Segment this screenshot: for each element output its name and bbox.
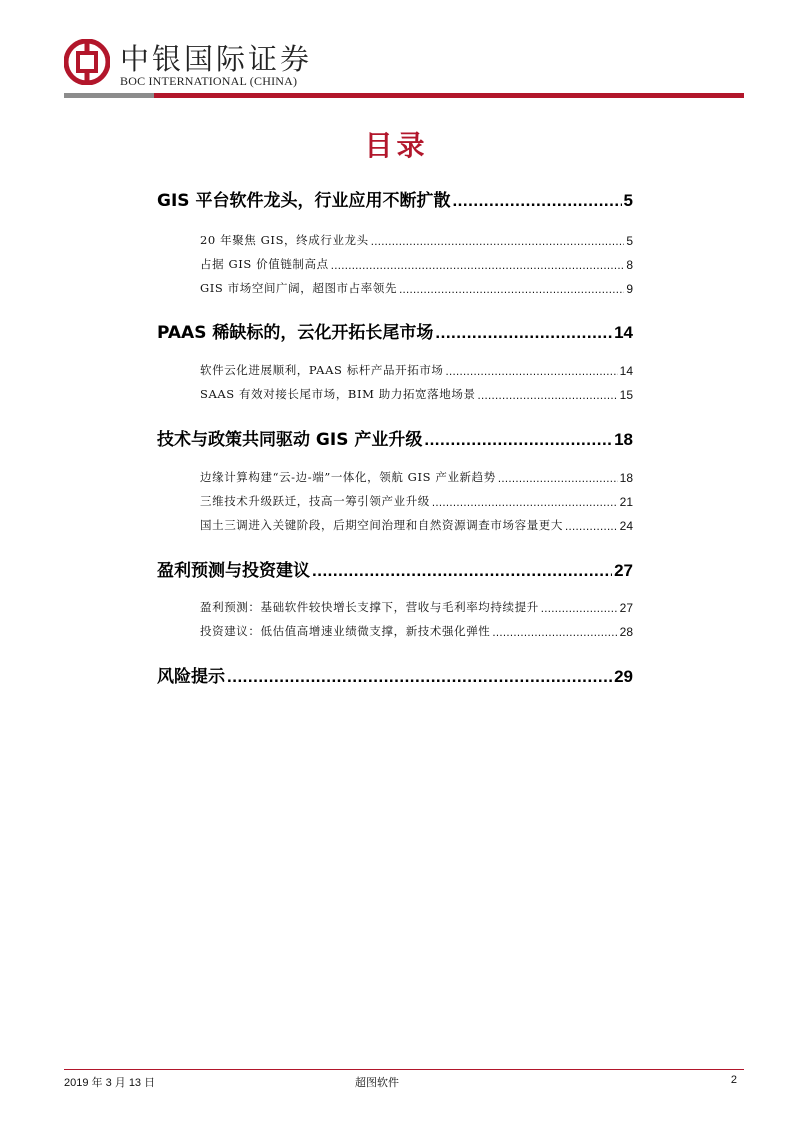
toc-item[interactable]: [200, 362, 633, 378]
dot-leader: [492, 627, 617, 639]
dot-leader: [227, 667, 612, 687]
toc-page-number: 9: [626, 282, 633, 296]
toc-item[interactable]: [200, 469, 633, 485]
toc-section[interactable]: [157, 662, 633, 687]
footer-company: 超图软件: [355, 1077, 399, 1089]
brand-name-cn: 中银国际证券: [120, 42, 313, 76]
toc-item[interactable]: [200, 232, 633, 248]
dot-leader: [312, 561, 612, 581]
toc-page-number: 5: [623, 191, 633, 210]
toc-item-label: 20 年聚焦 GIS，终成行业龙头: [200, 233, 369, 247]
toc-item[interactable]: [200, 517, 633, 533]
footer-date: 2019 年 3 月 13 日: [64, 1077, 156, 1089]
toc-section-label: 盈利预测与投资建议: [157, 561, 310, 581]
dot-leader: [399, 284, 624, 296]
toc-title: 目录: [364, 129, 429, 162]
dot-leader: [478, 390, 618, 402]
footer-rule: [64, 1069, 744, 1070]
toc-item[interactable]: [200, 386, 633, 402]
toc-item-label: 边缘计算构建“云-边-端”一体化，领航 GIS 产业新趋势: [200, 470, 496, 484]
toc-item[interactable]: [200, 493, 633, 509]
dot-leader: [435, 323, 612, 343]
toc-page-number: 21: [619, 495, 633, 509]
toc-page-number: 14: [619, 364, 633, 378]
toc-item[interactable]: [200, 599, 633, 615]
toc-item-label: 软件云化进展顺利，PAAS 标杆产品开拓市场: [200, 363, 444, 377]
dot-leader: [424, 430, 612, 450]
toc-item-label: GIS 市场空间广阔，超图市占率领先: [200, 281, 398, 295]
toc-page-number: 18: [619, 471, 633, 485]
toc-page-number: 27: [619, 601, 633, 615]
toc-section[interactable]: [157, 425, 633, 450]
toc-item-label: 国土三调进入关键阶段，后期空间治理和自然资源调查市场容量更大: [200, 518, 563, 532]
toc-item[interactable]: [200, 623, 633, 639]
toc-section-label: PAAS 稀缺标的，云化开拓长尾市场: [157, 323, 434, 343]
dot-leader: [565, 521, 618, 533]
brand-name-en: BOC INTERNATIONAL (CHINA): [120, 74, 298, 88]
dot-leader: [498, 473, 618, 485]
toc-item-label: 盈利预测：基础软件较快增长支撑下，营收与毛利率均持续提升: [200, 600, 539, 614]
header-rule: [64, 93, 744, 98]
toc-section[interactable]: [157, 318, 633, 343]
boc-coin-logo-icon: [64, 39, 110, 85]
toc-item-label: 占据 GIS 价值链制高点: [200, 257, 329, 271]
dot-leader: [331, 260, 625, 272]
toc-page-number: 28: [619, 625, 633, 639]
toc-section[interactable]: [157, 556, 633, 581]
toc-page-number: 15: [619, 388, 633, 402]
toc-page-number: 14: [614, 323, 633, 342]
dot-leader: [541, 603, 618, 615]
toc-section-label: GIS 平台软件龙头，行业应用不断扩散: [157, 191, 451, 211]
toc-page-number: 29: [614, 667, 633, 686]
toc-section[interactable]: [157, 186, 633, 211]
toc-page-number: 18: [614, 430, 633, 449]
toc-page-number: 27: [614, 561, 633, 580]
dot-leader: [446, 366, 618, 378]
toc-item-label: 三维技术升级跃迁，技高一筹引领产业升级: [200, 494, 430, 508]
toc-section-label: 技术与政策共同驱动 GIS 产业升级: [157, 430, 423, 450]
toc-page-number: 5: [626, 234, 633, 248]
toc-item-label: SAAS 有效对接长尾市场，BIM 助力拓宽落地场景: [200, 387, 476, 401]
toc-page-number: 24: [619, 519, 633, 533]
dot-leader: [432, 497, 618, 509]
footer-page-number: 2: [730, 1074, 737, 1086]
dot-leader: [371, 236, 625, 248]
dot-leader: [452, 191, 621, 211]
page-header: [64, 36, 744, 98]
toc-item-label: 投资建议：低估值高增速业绩微支撑，新技术强化弹性: [200, 624, 491, 638]
toc-item[interactable]: [200, 280, 633, 296]
toc-page-number: 8: [626, 258, 633, 272]
header-rule-accent: [64, 93, 154, 98]
toc-item[interactable]: [200, 256, 633, 272]
toc-section-label: 风险提示: [157, 667, 225, 687]
